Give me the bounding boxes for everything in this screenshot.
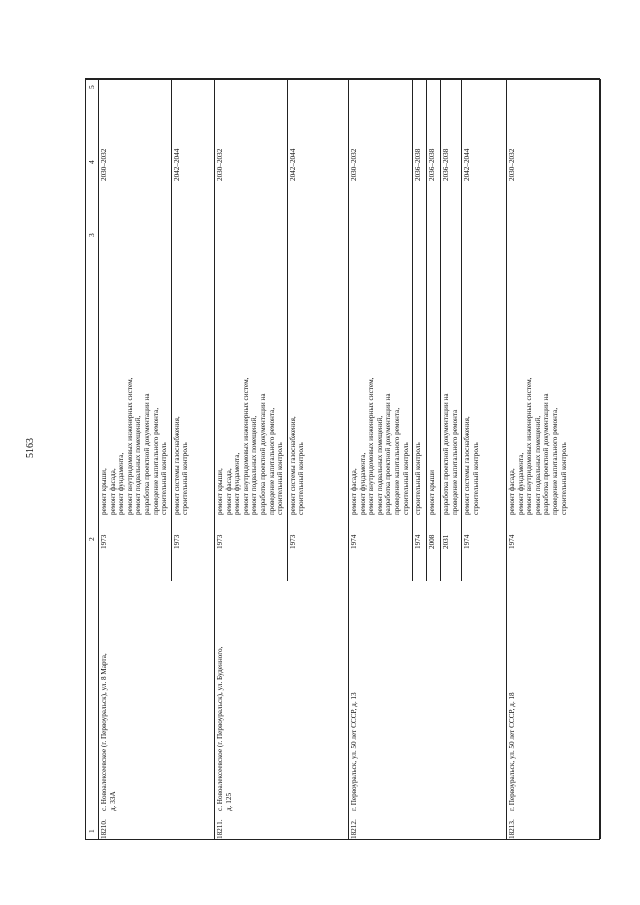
year-cell: 2031 [442,534,451,549]
year-cell: 1973 [288,534,297,549]
year-cell: 1974 [463,534,472,549]
record-divider [506,79,507,839]
period-cell: 2036–2038 [428,148,437,181]
work-line: ремонт подвальных помещений, [533,415,542,515]
row-number: 18211. [216,819,224,839]
row-number: 18213. [508,819,516,839]
work-line: ремонт фундамента, [233,452,242,515]
row-number: 18210. [100,819,108,839]
work-line: проведение капитального ремонта, [551,407,559,515]
work-line: ремонт внутридомовых инженерных систем, [525,377,534,515]
work-line: ремонт подвальных помещений, [250,415,259,515]
work-line: ремонт подвальных помещений, [375,415,384,515]
period-cell: 2030–2032 [350,148,358,181]
year-cell: 1973 [100,534,108,549]
capital-repair-table [85,78,600,840]
year-cell: 1973 [216,534,224,549]
header-col-1: 1 [87,829,96,833]
work-line: строительный контроль [401,442,410,515]
work-line: проведение капитального ремонта, [393,407,401,515]
work-line: ремонт крыши [428,469,437,515]
period-cell: 2030–2032 [100,148,108,181]
work-line: строительный контроль [559,442,568,515]
page-number: 5163 [25,438,36,458]
work-line: ремонт фундамента, [516,452,525,515]
record-divider [348,79,349,839]
work-line: ремонт подвальных помещений, [134,415,143,515]
work-line: разработка проектной документации на [384,393,393,515]
work-line: разработка проектной документации на [442,393,451,515]
address-text: с. Новоалексеевское (г. Первоуральск), ул. 8 Марта, [100,653,108,811]
work-line: ремонт внутридомовых инженерных систем, [367,377,376,515]
header-col-2: 2 [87,537,96,541]
year-cell: 1974 [508,534,516,549]
subrow-divider [171,79,172,581]
work-line: разработка проектной документации на [542,393,551,515]
work-line: ремонт фасада, [350,468,358,515]
year-cell: 2008 [428,534,437,549]
work-line: строительный контроль [276,442,285,515]
work-line: ремонт системы газоснабжения, [463,416,472,515]
col-divider [98,79,99,839]
period-cell: 2030–2032 [508,148,516,181]
work-line: строительный контроль [414,442,423,515]
record-divider [214,79,215,839]
work-line: ремонт крыши, [100,468,108,515]
work-line: ремонт фундамента, [117,452,126,515]
work-line: ремонт системы газоснабжения, [288,416,297,515]
row-number: 18212. [350,819,358,839]
work-line: ремонт внутридомовых инженерных систем, [125,377,134,515]
work-line: ремонт фасада, [108,468,117,515]
work-line: строительный контроль [472,442,480,515]
work-line: строительный контроль [181,442,190,515]
header-col-3: 3 [87,233,96,237]
work-line: разработка проектной документации на [259,393,267,515]
address-text: г. Первоуральск, ул. 50 лет СССР, д. 18 [508,692,516,811]
work-line: ремонт внутридомовых инженерных систем, [241,377,250,515]
address-text: д. 125 [225,792,233,811]
period-cell: 2042–2044 [463,148,472,181]
work-line: ремонт крыши, [216,468,224,515]
work-line: строительный контроль [160,442,169,515]
header-col-4: 4 [87,160,96,164]
year-cell: 1973 [172,534,181,549]
col-divider [600,79,601,839]
address-text: с. Новоалексеевское (г. Первоуральск), ул. Буденного, [216,646,224,811]
address-text: г. Первоуральск, ул. 50 лет СССР, д. 13 [350,692,358,811]
address-text: д. 33А [109,791,117,811]
subrow-divider [287,79,288,581]
work-line: проведение капитального ремонта [450,409,459,515]
year-cell: 1974 [350,534,358,549]
period-cell: 2036–2038 [414,148,423,181]
work-line: ремонт фасада, [508,468,516,515]
header-col-5: 5 [87,85,96,89]
header-line [86,79,599,80]
period-cell: 2030–2032 [216,148,224,181]
work-line: ремонт фундамента, [358,452,367,515]
period-cell: 2042–2044 [172,148,181,181]
work-line: ремонт фасада, [224,468,233,515]
work-line: ремонт системы газоснабжения, [172,416,181,515]
period-cell: 2042–2044 [288,148,297,181]
work-line: проведение капитального ремонта, [151,407,160,515]
work-line: разработка проектной документации на [143,393,151,515]
period-cell: 2036–2038 [442,148,451,181]
work-line: строительный контроль [297,442,306,515]
year-cell: 1974 [414,534,423,549]
work-line: проведение капитального ремонта, [267,407,276,515]
